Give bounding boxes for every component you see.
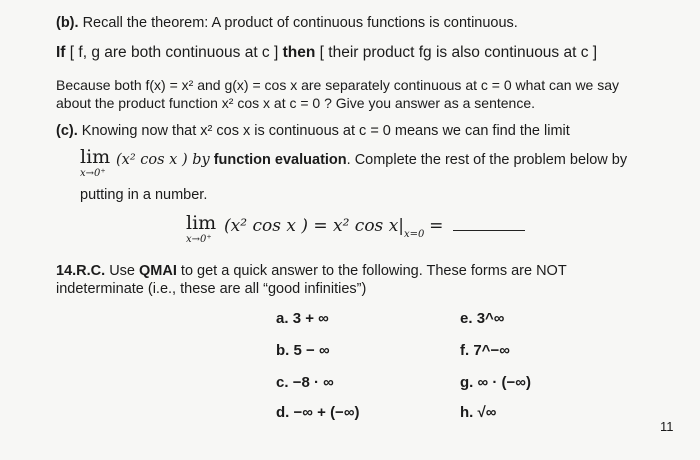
- option-g-expr: ∞ · (−∞): [477, 374, 531, 391]
- display-lim-word: lim: [186, 212, 217, 234]
- option-e-expr: 3^∞: [476, 310, 505, 327]
- option-e: [460, 310, 504, 327]
- option-h-label: h.: [460, 404, 474, 421]
- inline-lim-word: lim: [80, 146, 111, 168]
- method-tail: . Complete the rest of the problem below by: [346, 152, 628, 168]
- option-g: [460, 374, 531, 391]
- inline-lim-subscript: x→0⁺: [80, 168, 106, 179]
- method-phrase: function evaluation: [213, 152, 347, 168]
- problem-tool: QMAI: [139, 263, 177, 279]
- part-c-intro: [56, 122, 570, 140]
- page-number: 11: [660, 419, 674, 434]
- option-h-expr: √∞: [477, 404, 497, 421]
- problem-text-a: Use: [109, 263, 135, 279]
- option-c: [276, 374, 334, 391]
- part-b-label: (b).: [56, 15, 79, 31]
- option-d-label: d.: [276, 404, 290, 421]
- option-d-expr: −∞ + (−∞): [293, 404, 360, 421]
- problem-14-heading: [56, 262, 567, 280]
- theorem-then: then: [282, 44, 316, 61]
- theorem-premise: [ f, g are both continuous at c ]: [69, 44, 279, 61]
- part-b-question-line2: about the product function x² cos x at c = 0 ? Give you answer as a sentence.: [56, 95, 535, 111]
- theorem-if: If: [56, 44, 66, 61]
- option-a: [276, 310, 329, 327]
- option-b: [276, 342, 330, 359]
- part-b-heading: [56, 14, 518, 32]
- display-eval-subscript: x=0: [404, 229, 425, 240]
- theorem-conclusion: [ their product fg is also continuous at c ]: [319, 44, 598, 61]
- part-b-question-line1: Because both f(x) = x² and g(x) = cos x are separately continuous at c = 0 what can we say: [56, 77, 620, 93]
- display-lim-subscript: x→0⁺: [186, 234, 212, 245]
- option-b-label: b.: [276, 342, 290, 359]
- option-g-label: g.: [460, 374, 474, 391]
- problem-text-b: to get a quick answer to the following. These forms are NOT: [180, 263, 567, 279]
- option-d: [276, 404, 360, 421]
- option-a-label: a.: [276, 310, 289, 327]
- display-equals: =: [429, 216, 444, 236]
- inline-limit-text: [116, 151, 627, 169]
- display-equation: [224, 217, 525, 238]
- option-e-label: e.: [460, 310, 473, 327]
- answer-blank: [453, 217, 525, 231]
- theorem-statement: [56, 44, 597, 62]
- option-a-expr: 3 + ∞: [292, 310, 329, 327]
- inline-limit: [80, 146, 111, 179]
- part-b-title: Recall the theorem: A product of continuous functions is continuous.: [82, 15, 518, 31]
- display-expression: (x² cos x ) = x² cos x|: [224, 216, 405, 236]
- problem-number: 14.R.C.: [56, 263, 106, 279]
- option-b-expr: 5 − ∞: [293, 342, 330, 359]
- inline-limit-expression: (x² cos x ) by: [116, 152, 210, 168]
- display-limit: [186, 212, 217, 245]
- option-c-expr: −8 · ∞: [292, 374, 334, 391]
- putting-text: putting in a number.: [80, 187, 208, 203]
- part-c-label: (c).: [56, 123, 78, 139]
- option-f-expr: 7^−∞: [473, 342, 510, 359]
- option-f: [460, 342, 510, 359]
- problem-14-line2: indeterminate (i.e., these are all “good infinities”): [56, 281, 367, 297]
- option-h: [460, 404, 496, 421]
- option-f-label: f.: [460, 342, 470, 359]
- part-c-intro-text: Knowing now that x² cos x is continuous at c = 0 means we can find the limit: [81, 123, 570, 139]
- option-c-label: c.: [276, 374, 289, 391]
